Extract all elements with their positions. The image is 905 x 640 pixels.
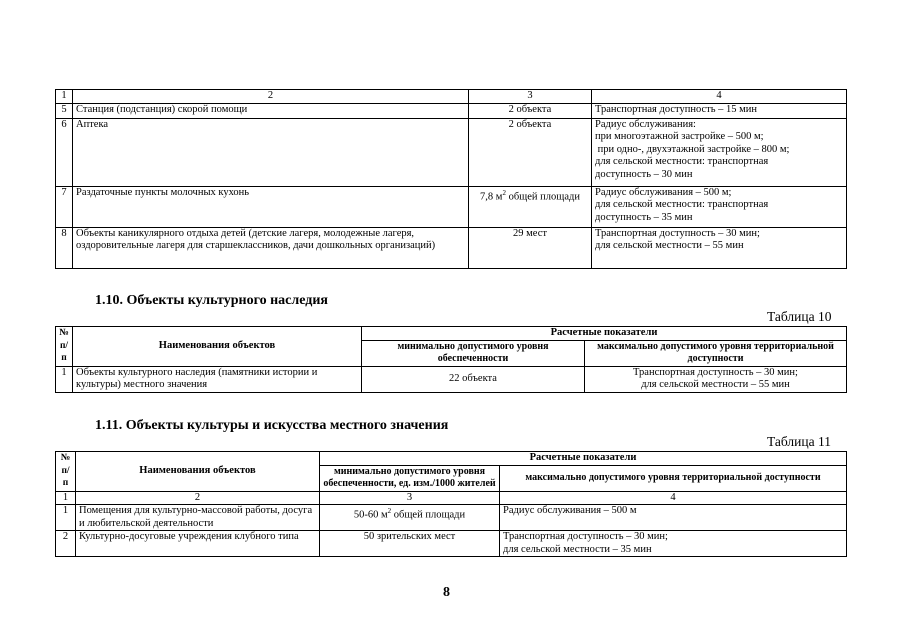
- col-number-4: 4: [500, 491, 847, 505]
- supply-value: [469, 186, 592, 227]
- object-name: Аптека: [73, 118, 469, 186]
- col-header-group: Расчетные показатели: [362, 327, 847, 341]
- table-row: [56, 505, 847, 531]
- access-value: [592, 186, 847, 227]
- row-number: 1: [56, 505, 76, 531]
- supply-value: 2 объекта: [469, 118, 592, 186]
- object-name: Культурно-досуговые учреждения клубного типа: [76, 531, 320, 557]
- row-number: 5: [56, 103, 73, 118]
- table-10-label: Таблица 10: [767, 309, 832, 324]
- access-line: для сельской местности – 35 мин: [503, 543, 652, 555]
- col-header-min: минимально допустимого уровня обеспеченности: [362, 340, 585, 366]
- access-value: [500, 531, 847, 557]
- table-11-label: Таблица 11: [767, 434, 831, 449]
- table-row: [56, 227, 847, 268]
- col-header-name: Наименования объектов: [73, 327, 362, 367]
- section-10-heading: 1.10. Объекты культурного наследия: [95, 293, 328, 308]
- access-value: [585, 366, 847, 392]
- col-header-number: № п/п: [56, 327, 73, 367]
- row-number: 2: [56, 531, 76, 557]
- object-name: Раздаточные пункты молочных кухонь: [73, 186, 469, 227]
- access-value: [500, 505, 847, 531]
- table-row: [56, 118, 847, 186]
- access-value: [592, 227, 847, 268]
- col-header-max: максимально допустимого уровня территориальной доступности: [500, 465, 847, 491]
- supply-superscript: 2: [387, 507, 392, 515]
- supply-text: 50-60 м: [353, 509, 388, 521]
- col-number-2: 2: [73, 90, 469, 104]
- object-name: Помещения для культурно-массовой работы, досуга и любительской деятельности: [76, 505, 320, 531]
- row-number: 8: [56, 227, 73, 268]
- col-number-4: 4: [592, 90, 847, 104]
- col-header-number: № п/п: [56, 452, 76, 492]
- col-header-name: Наименования объектов: [76, 452, 320, 492]
- table-header-row: [56, 452, 847, 466]
- supply-text: 7,8 м: [480, 191, 503, 202]
- page-number: 8: [443, 585, 450, 600]
- access-line: для сельской местности – 55 мин: [641, 379, 790, 390]
- access-value: [592, 118, 847, 186]
- object-name: Объекты культурного наследия (памятники истории и культуры) местного значения: [73, 366, 362, 392]
- supply-value: 22 объекта: [362, 366, 585, 392]
- supply-value: 2 объекта: [469, 103, 592, 118]
- supply-value: [320, 505, 500, 531]
- col-header-min: минимально допустимого уровня обеспеченности, ед. изм./1000 жителей: [320, 465, 500, 491]
- row-number: 6: [56, 118, 73, 186]
- supply-value: 50 зрительских мест: [320, 531, 500, 557]
- access-line: Транспортная доступность – 30 мин;: [503, 531, 668, 542]
- col-number-1: 1: [56, 90, 73, 104]
- access-line: при одно-, двухэтажной застройке – 800 м;: [595, 143, 790, 155]
- access-line: Транспортная доступность – 30 мин;: [633, 366, 798, 378]
- col-number-3: 3: [320, 491, 500, 505]
- access-line: Радиус обслуживания – 500 м: [503, 505, 637, 516]
- supply-text-tail: общей площади: [391, 509, 466, 521]
- access-line: для сельской местности: транспортная: [595, 199, 769, 210]
- object-name: Объекты каникулярного отдыха детей (детские лагеря, молодежные лагеря, оздоровительные лагеря для старшеклассников, дачи дошкольных организаций): [73, 227, 469, 268]
- table-top: [55, 89, 847, 269]
- col-number-1: 1: [56, 491, 76, 505]
- supply-value: 29 мест: [469, 227, 592, 268]
- access-line: доступность – 35 мин: [595, 211, 693, 223]
- access-line: Транспортная доступность – 15 мин: [595, 103, 758, 115]
- table-number-row: [56, 491, 847, 505]
- row-number: 7: [56, 186, 73, 227]
- access-line: Радиус обслуживания:: [595, 118, 696, 130]
- col-header-group: Расчетные показатели: [320, 452, 847, 466]
- access-line: при многоэтажной застройке – 500 м;: [595, 131, 764, 142]
- table-11: [55, 451, 847, 557]
- supply-text-tail: общей площади: [505, 191, 580, 202]
- table-row: [56, 103, 847, 118]
- supply-superscript: 2: [502, 188, 506, 197]
- table-header-row: [56, 327, 847, 341]
- access-line: Радиус обслуживания – 500 м;: [595, 186, 732, 198]
- section-11-heading: 1.11. Объекты культуры и искусства местного значения: [95, 418, 449, 433]
- access-value: [592, 103, 847, 118]
- table-10: [55, 326, 847, 393]
- access-line: Транспортная доступность – 30 мин;: [595, 227, 760, 239]
- table-row: [56, 366, 847, 392]
- col-number-3: 3: [469, 90, 592, 104]
- access-line: доступность – 30 мин: [595, 168, 693, 180]
- col-header-max: максимально допустимого уровня территориальной доступности: [585, 340, 847, 366]
- row-number: 1: [56, 366, 73, 392]
- access-line: для сельской местности: транспортная: [595, 156, 769, 167]
- table-row: [56, 531, 847, 557]
- object-name: Станция (подстанция) скорой помощи: [73, 103, 469, 118]
- table-header-row: [56, 90, 847, 104]
- col-number-2: 2: [76, 491, 320, 505]
- table-row: [56, 186, 847, 227]
- access-line: для сельской местности – 55 мин: [595, 240, 744, 251]
